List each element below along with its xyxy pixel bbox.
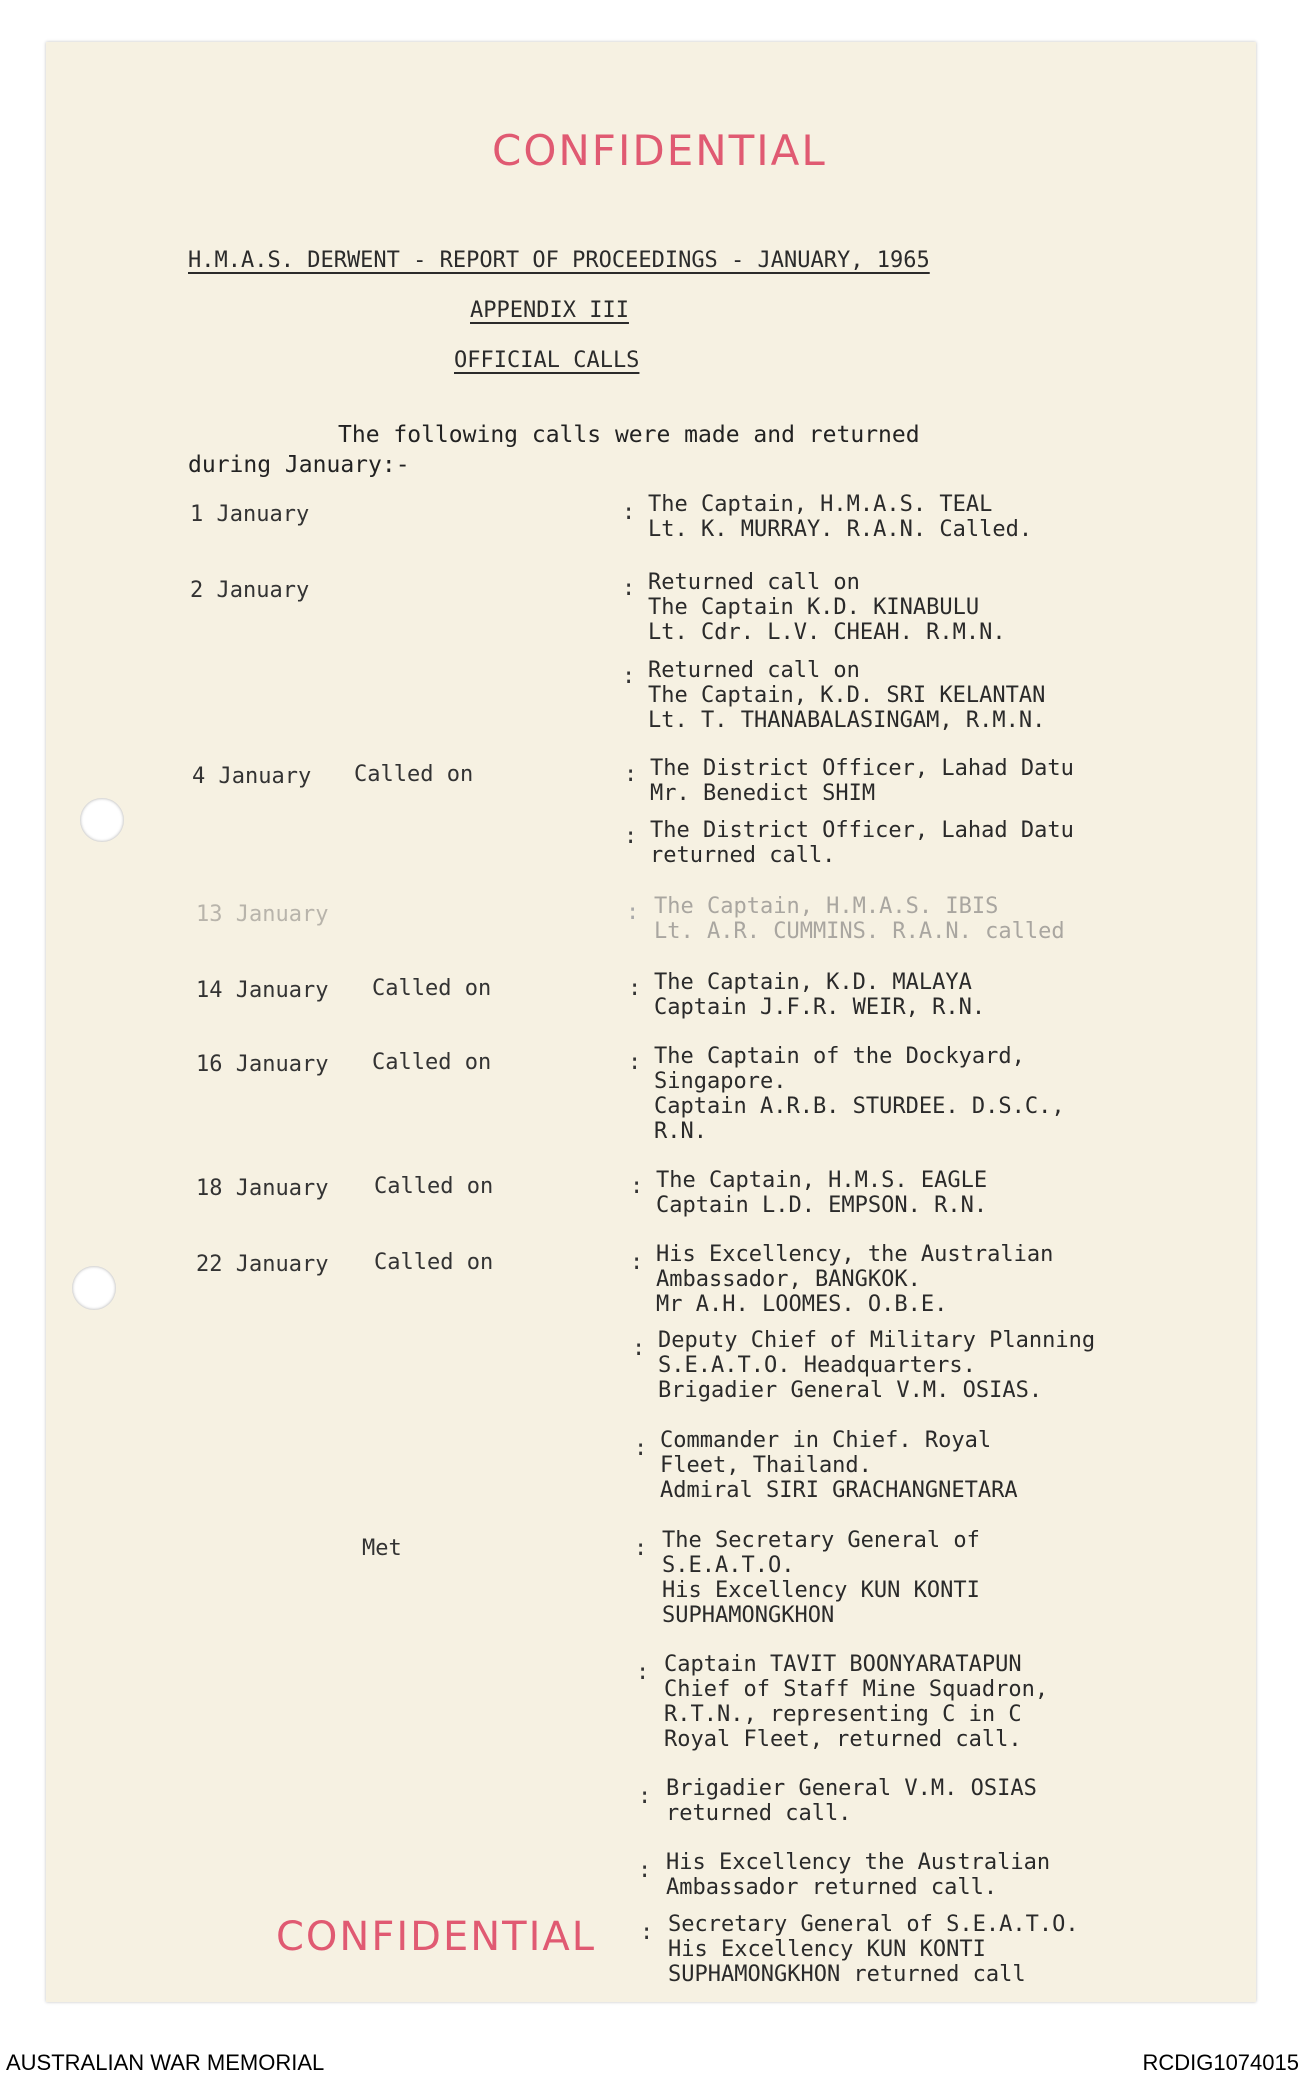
punch-hole-top (80, 798, 124, 842)
entry-date: 16 January (196, 1052, 329, 1077)
colon-mark: : (624, 824, 638, 849)
colon-mark: : (630, 1174, 644, 1199)
entry-date: 4 January (192, 764, 312, 789)
entry-detail: Deputy Chief of Military Planning S.E.A.T.O. Headquarters. Brigadier General V.M. OSIAS. (658, 1328, 1096, 1403)
entry-detail: The District Officer, Lahad Datu Mr. Benedict SHIM (650, 756, 1074, 806)
colon-mark: : (628, 976, 642, 1001)
entry-detail: Returned call on The Captain, K.D. SRI KELANTAN Lt. T. THANABALASINGAM, R.M.N. (648, 658, 1046, 733)
appendix-heading: APPENDIX III (470, 298, 629, 323)
confidential-stamp-bottom: CONFIDENTIAL (276, 1914, 597, 1960)
entry-detail: The Captain, H.M.A.S. TEAL Lt. K. MURRAY. R.A.N. Called. (648, 492, 1033, 542)
entry-detail: The Secretary General of S.E.A.T.O. His Excellency KUN KONTI SUPHAMONGKHON (662, 1528, 980, 1628)
colon-mark: : (636, 1660, 650, 1685)
entry-action: Called on (374, 1174, 494, 1199)
punch-hole-bottom (72, 1266, 116, 1310)
document-page (46, 42, 1256, 2002)
colon-mark: : (634, 1536, 648, 1561)
colon-mark: : (630, 1250, 644, 1275)
entry-action: Met (362, 1536, 402, 1561)
entry-detail: Brigadier General V.M. OSIAS returned call. (666, 1776, 1037, 1826)
entry-detail: Secretary General of S.E.A.T.O. His Excellency KUN KONTI SUPHAMONGKHON returned call (668, 1912, 1079, 1987)
colon-mark: : (624, 762, 638, 787)
entry-date: 2 January (190, 578, 310, 603)
entry-detail: His Excellency, the Australian Ambassador, BANGKOK. Mr A.H. LOOMES. O.B.E. (656, 1242, 1054, 1317)
confidential-stamp-top: CONFIDENTIAL (492, 126, 827, 175)
entry-detail: The Captain, H.M.S. EAGLE Captain L.D. EMPSON. R.N. (656, 1168, 988, 1218)
entry-action: Called on (354, 762, 474, 787)
entry-date: 18 January (196, 1176, 329, 1201)
entry-detail: Commander in Chief. Royal Fleet, Thailand. Admiral SIRI GRACHANGNETARA (660, 1428, 1018, 1503)
entry-action: Called on (372, 1050, 492, 1075)
entry-detail: Returned call on The Captain K.D. KINABULU Lt. Cdr. L.V. CHEAH. R.M.N. (648, 570, 1006, 645)
entry-date: 13 January (196, 902, 329, 927)
colon-mark: : (622, 576, 636, 601)
footer-id: RCDIG1074015 (1142, 2050, 1299, 2075)
intro-line-1: The following calls were made and returned (338, 422, 920, 448)
footer-source: AUSTRALIAN WAR MEMORIAL (6, 2050, 325, 2075)
entry-detail: Captain TAVIT BOONYARATAPUN Chief of Staff Mine Squadron, R.T.N., representing C in C Royal Fleet, returned call. (664, 1652, 1049, 1752)
colon-mark: : (634, 1436, 648, 1461)
report-title: H.M.A.S. DERWENT - REPORT OF PROCEEDINGS - JANUARY, 1965 (188, 248, 930, 273)
entry-detail: His Excellency the Australian Ambassador returned call. (666, 1850, 1051, 1900)
entry-detail: The Captain of the Dockyard, Singapore. Captain A.R.B. STURDEE. D.S.C., R.N. (654, 1044, 1065, 1144)
entry-detail: The Captain, K.D. MALAYA Captain J.F.R. WEIR, R.N. (654, 970, 986, 1020)
colon-mark: : (626, 900, 640, 925)
entry-action: Called on (372, 976, 492, 1001)
entry-action: Called on (374, 1250, 494, 1275)
entry-detail: The Captain, H.M.A.S. IBIS Lt. A.R. CUMMINS. R.A.N. called (654, 894, 1065, 944)
colon-mark: : (638, 1784, 652, 1809)
entry-detail: The District Officer, Lahad Datu returned call. (650, 818, 1074, 868)
entry-date: 1 January (190, 502, 310, 527)
entry-date: 14 January (196, 978, 329, 1003)
section-heading: OFFICIAL CALLS (454, 348, 640, 373)
colon-mark: : (628, 1050, 642, 1075)
colon-mark: : (640, 1920, 654, 1945)
entry-date: 22 January (196, 1252, 329, 1277)
intro-line-2: during January:- (188, 452, 410, 478)
colon-mark: : (622, 664, 636, 689)
colon-mark: : (622, 500, 636, 525)
colon-mark: : (638, 1858, 652, 1883)
colon-mark: : (632, 1336, 646, 1361)
